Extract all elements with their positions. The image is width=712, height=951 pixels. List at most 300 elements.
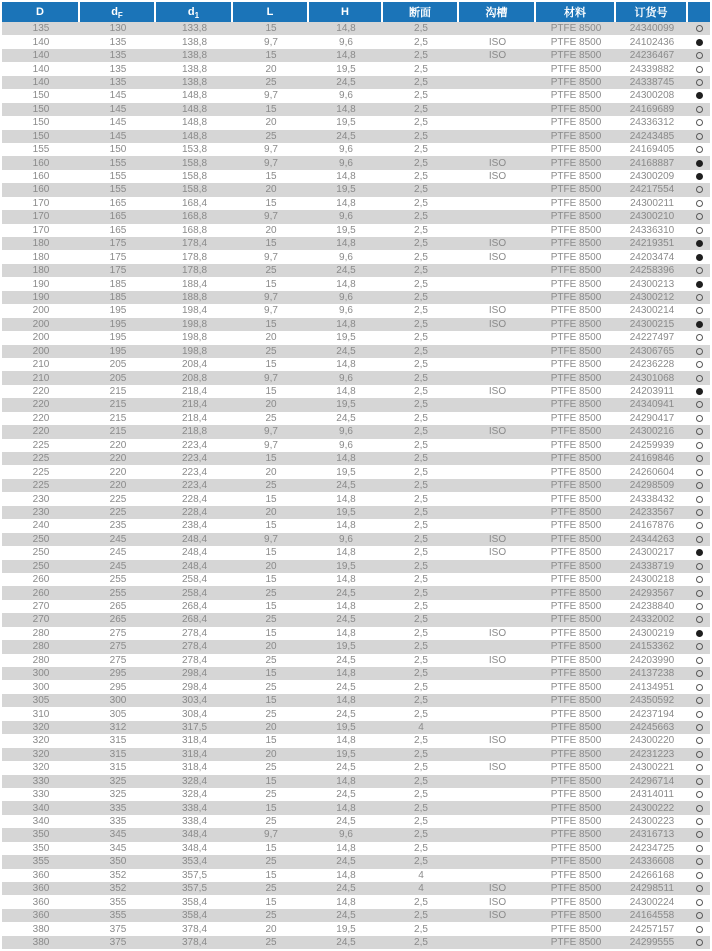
table-row bbox=[2, 748, 710, 761]
table-row bbox=[2, 358, 710, 371]
cell-H: 19,5 bbox=[336, 332, 356, 344]
cell-d1: 148,8 bbox=[181, 103, 208, 115]
cell-availability bbox=[688, 92, 710, 99]
cell-H: 9,6 bbox=[339, 211, 353, 223]
cell-order-number: 24299555 bbox=[629, 936, 675, 948]
cell-availability bbox=[688, 321, 710, 328]
cell-order-number: 24300220 bbox=[629, 735, 675, 747]
cell-H: 9,6 bbox=[339, 144, 353, 156]
column-header-availability bbox=[688, 2, 710, 22]
cell-availability bbox=[688, 885, 710, 892]
cell-L: 20 bbox=[265, 466, 277, 478]
cell-availability bbox=[688, 684, 710, 691]
cell-availability bbox=[688, 361, 710, 368]
open-dot-icon bbox=[696, 482, 703, 489]
cell-H: 14,8 bbox=[336, 668, 356, 680]
cell-order-number: 24257157 bbox=[629, 923, 675, 935]
cell-material: PTFE 8500 bbox=[550, 601, 602, 613]
cell-availability bbox=[688, 240, 710, 247]
cell-D: 200 bbox=[32, 345, 50, 357]
cell-D: 330 bbox=[32, 775, 50, 787]
cell-dF: 275 bbox=[109, 641, 127, 653]
cell-D: 150 bbox=[32, 103, 50, 115]
cell-d1: 153,8 bbox=[181, 144, 208, 156]
open-dot-icon bbox=[696, 536, 703, 543]
table-row bbox=[2, 170, 710, 183]
cell-material: PTFE 8500 bbox=[550, 627, 602, 639]
cell-availability bbox=[688, 334, 710, 341]
cell-dF: 185 bbox=[109, 291, 127, 303]
cell-material: PTFE 8500 bbox=[550, 90, 602, 102]
cell-L: 20 bbox=[265, 560, 277, 572]
cell-dF: 352 bbox=[109, 883, 127, 895]
cell-availability bbox=[688, 818, 710, 825]
open-dot-icon bbox=[696, 603, 703, 610]
cell-dF: 195 bbox=[109, 345, 127, 357]
cell-groove: ISO bbox=[488, 533, 507, 545]
cell-dF: 255 bbox=[109, 574, 127, 586]
cell-L: 9,7 bbox=[264, 439, 278, 451]
cell-material: PTFE 8500 bbox=[550, 856, 602, 868]
cell-availability bbox=[688, 697, 710, 704]
open-dot-icon bbox=[696, 106, 703, 113]
cell-d1: 258,4 bbox=[181, 574, 208, 586]
cell-H: 14,8 bbox=[336, 493, 356, 505]
cell-material: PTFE 8500 bbox=[550, 332, 602, 344]
open-dot-icon bbox=[696, 845, 703, 852]
table-row bbox=[2, 721, 710, 734]
cell-groove: ISO bbox=[488, 318, 507, 330]
cell-dF: 215 bbox=[109, 426, 127, 438]
cell-D: 250 bbox=[32, 547, 50, 559]
cell-dF: 150 bbox=[109, 144, 127, 156]
cell-D: 200 bbox=[32, 318, 50, 330]
table-row bbox=[2, 775, 710, 788]
cell-availability bbox=[688, 831, 710, 838]
cell-groove: ISO bbox=[488, 547, 507, 559]
cell-dF: 175 bbox=[109, 251, 127, 263]
cell-L: 25 bbox=[265, 789, 277, 801]
cell-cross-section: 2,5 bbox=[414, 23, 428, 35]
cell-dF: 155 bbox=[109, 184, 127, 196]
cell-L: 9,7 bbox=[264, 157, 278, 169]
cell-material: PTFE 8500 bbox=[550, 399, 602, 411]
cell-D: 180 bbox=[32, 251, 50, 263]
cell-material: PTFE 8500 bbox=[550, 695, 602, 707]
cell-d1: 218,4 bbox=[181, 412, 208, 424]
cell-dF: 175 bbox=[109, 238, 127, 250]
column-header-material: 材料 bbox=[536, 2, 616, 22]
cell-material: PTFE 8500 bbox=[550, 36, 602, 48]
cell-D: 240 bbox=[32, 520, 50, 532]
cell-cross-section: 2,5 bbox=[414, 923, 428, 935]
cell-dF: 375 bbox=[109, 923, 127, 935]
cell-D: 320 bbox=[32, 748, 50, 760]
cell-H: 9,6 bbox=[339, 829, 353, 841]
cell-dF: 255 bbox=[109, 587, 127, 599]
open-dot-icon bbox=[696, 858, 703, 865]
cell-d1: 148,8 bbox=[181, 90, 208, 102]
cell-L: 20 bbox=[265, 184, 277, 196]
cell-d1: 248,4 bbox=[181, 533, 208, 545]
cell-cross-section: 2,5 bbox=[414, 681, 428, 693]
cell-d1: 303,4 bbox=[181, 695, 208, 707]
cell-cross-section: 2,5 bbox=[414, 318, 428, 330]
filled-dot-icon bbox=[696, 630, 703, 637]
cell-order-number: 24336310 bbox=[629, 224, 675, 236]
cell-H: 14,8 bbox=[336, 547, 356, 559]
cell-D: 340 bbox=[32, 816, 50, 828]
cell-availability bbox=[688, 643, 710, 650]
cell-cross-section: 2,5 bbox=[414, 493, 428, 505]
cell-D: 360 bbox=[32, 883, 50, 895]
cell-d1: 358,4 bbox=[181, 896, 208, 908]
cell-L: 25 bbox=[265, 681, 277, 693]
cell-H: 14,8 bbox=[336, 695, 356, 707]
cell-d1: 158,8 bbox=[181, 184, 208, 196]
open-dot-icon bbox=[696, 724, 703, 731]
cell-groove: ISO bbox=[488, 36, 507, 48]
cell-d1: 138,8 bbox=[181, 36, 208, 48]
cell-L: 15 bbox=[265, 668, 277, 680]
cell-D: 260 bbox=[32, 574, 50, 586]
open-dot-icon bbox=[696, 442, 703, 449]
cell-d1: 268,4 bbox=[181, 614, 208, 626]
open-dot-icon bbox=[696, 119, 703, 126]
cell-dF: 220 bbox=[109, 466, 127, 478]
table-row bbox=[2, 412, 710, 425]
cell-dF: 215 bbox=[109, 386, 127, 398]
cell-dF: 312 bbox=[109, 721, 127, 733]
cell-order-number: 24203474 bbox=[629, 251, 675, 263]
table-row bbox=[2, 62, 710, 75]
cell-H: 14,8 bbox=[336, 869, 356, 881]
cell-availability bbox=[688, 254, 710, 261]
open-dot-icon bbox=[696, 912, 703, 919]
cell-cross-section: 2,5 bbox=[414, 533, 428, 545]
cell-material: PTFE 8500 bbox=[550, 171, 602, 183]
cell-order-number: 24300208 bbox=[629, 90, 675, 102]
cell-order-number: 24300219 bbox=[629, 627, 675, 639]
cell-H: 14,8 bbox=[336, 627, 356, 639]
cell-L: 20 bbox=[265, 506, 277, 518]
cell-L: 15 bbox=[265, 318, 277, 330]
cell-dF: 355 bbox=[109, 910, 127, 922]
cell-dF: 185 bbox=[109, 278, 127, 290]
cell-availability bbox=[688, 563, 710, 570]
cell-L: 15 bbox=[265, 547, 277, 559]
cell-H: 24,5 bbox=[336, 76, 356, 88]
cell-cross-section: 2,5 bbox=[414, 695, 428, 707]
open-dot-icon bbox=[696, 79, 703, 86]
cell-material: PTFE 8500 bbox=[550, 748, 602, 760]
cell-material: PTFE 8500 bbox=[550, 50, 602, 62]
cell-groove: ISO bbox=[488, 50, 507, 62]
cell-availability bbox=[688, 106, 710, 113]
cell-L: 15 bbox=[265, 601, 277, 613]
table-row bbox=[2, 130, 710, 143]
cell-d1: 228,4 bbox=[181, 506, 208, 518]
cell-cross-section: 2,5 bbox=[414, 614, 428, 626]
table-row bbox=[2, 707, 710, 720]
cell-availability bbox=[688, 926, 710, 933]
cell-availability bbox=[688, 294, 710, 301]
column-header-d1: d 1 bbox=[156, 2, 233, 22]
cell-material: PTFE 8500 bbox=[550, 708, 602, 720]
filled-dot-icon bbox=[696, 388, 703, 395]
cell-order-number: 24340099 bbox=[629, 23, 675, 35]
open-dot-icon bbox=[696, 697, 703, 704]
cell-d1: 378,4 bbox=[181, 936, 208, 948]
cell-L: 15 bbox=[265, 103, 277, 115]
cell-cross-section: 2,5 bbox=[414, 345, 428, 357]
cell-material: PTFE 8500 bbox=[550, 76, 602, 88]
cell-dF: 245 bbox=[109, 547, 127, 559]
open-dot-icon bbox=[696, 576, 703, 583]
cell-H: 14,8 bbox=[336, 453, 356, 465]
cell-dF: 205 bbox=[109, 359, 127, 371]
cell-H: 24,5 bbox=[336, 856, 356, 868]
cell-L: 25 bbox=[265, 816, 277, 828]
cell-material: PTFE 8500 bbox=[550, 506, 602, 518]
cell-material: PTFE 8500 bbox=[550, 721, 602, 733]
cell-order-number: 24338432 bbox=[629, 493, 675, 505]
cell-material: PTFE 8500 bbox=[550, 883, 602, 895]
cell-d1: 318,4 bbox=[181, 748, 208, 760]
table-row bbox=[2, 331, 710, 344]
cell-cross-section: 2,5 bbox=[414, 426, 428, 438]
cell-availability bbox=[688, 791, 710, 798]
cell-material: PTFE 8500 bbox=[550, 762, 602, 774]
open-dot-icon bbox=[696, 643, 703, 650]
cell-d1: 208,8 bbox=[181, 372, 208, 384]
cell-dF: 165 bbox=[109, 224, 127, 236]
cell-H: 14,8 bbox=[336, 103, 356, 115]
cell-D: 330 bbox=[32, 789, 50, 801]
open-dot-icon bbox=[696, 805, 703, 812]
cell-D: 225 bbox=[32, 480, 50, 492]
cell-order-number: 24102436 bbox=[629, 36, 675, 48]
cell-cross-section: 2,5 bbox=[414, 184, 428, 196]
cell-material: PTFE 8500 bbox=[550, 547, 602, 559]
cell-D: 135 bbox=[32, 23, 50, 35]
cell-dF: 265 bbox=[109, 601, 127, 613]
cell-H: 19,5 bbox=[336, 748, 356, 760]
cell-dF: 275 bbox=[109, 654, 127, 666]
cell-d1: 198,8 bbox=[181, 318, 208, 330]
table-row bbox=[2, 385, 710, 398]
cell-cross-section: 2,5 bbox=[414, 842, 428, 854]
open-dot-icon bbox=[696, 522, 703, 529]
cell-material: PTFE 8500 bbox=[550, 412, 602, 424]
cell-D: 360 bbox=[32, 896, 50, 908]
table-row bbox=[2, 654, 710, 667]
cell-L: 9,7 bbox=[264, 251, 278, 263]
cell-order-number: 24300224 bbox=[629, 896, 675, 908]
cell-L: 15 bbox=[265, 50, 277, 62]
cell-material: PTFE 8500 bbox=[550, 291, 602, 303]
cell-d1: 178,4 bbox=[181, 238, 208, 250]
cell-availability bbox=[688, 536, 710, 543]
cell-D: 180 bbox=[32, 238, 50, 250]
table-row bbox=[2, 640, 710, 653]
cell-H: 19,5 bbox=[336, 184, 356, 196]
cell-D: 250 bbox=[32, 533, 50, 545]
cell-H: 19,5 bbox=[336, 224, 356, 236]
cell-cross-section: 2,5 bbox=[414, 789, 428, 801]
cell-L: 9,7 bbox=[264, 36, 278, 48]
open-dot-icon bbox=[696, 509, 703, 516]
cell-D: 320 bbox=[32, 721, 50, 733]
cell-dF: 275 bbox=[109, 627, 127, 639]
cell-cross-section: 2,5 bbox=[414, 896, 428, 908]
cell-groove: ISO bbox=[488, 305, 507, 317]
open-dot-icon bbox=[696, 496, 703, 503]
cell-order-number: 24300218 bbox=[629, 574, 675, 586]
cell-d1: 278,4 bbox=[181, 641, 208, 653]
cell-d1: 328,4 bbox=[181, 775, 208, 787]
table-row bbox=[2, 842, 710, 855]
cell-L: 25 bbox=[265, 130, 277, 142]
cell-d1: 348,4 bbox=[181, 842, 208, 854]
cell-material: PTFE 8500 bbox=[550, 560, 602, 572]
cell-order-number: 24167876 bbox=[629, 520, 675, 532]
cell-material: PTFE 8500 bbox=[550, 103, 602, 115]
cell-availability bbox=[688, 630, 710, 637]
cell-order-number: 24300211 bbox=[630, 197, 674, 209]
cell-L: 9,7 bbox=[264, 291, 278, 303]
cell-order-number: 24300221 bbox=[629, 762, 675, 774]
table-row bbox=[2, 465, 710, 478]
cell-availability bbox=[688, 415, 710, 422]
cell-order-number: 24332002 bbox=[629, 614, 675, 626]
cell-D: 320 bbox=[32, 735, 50, 747]
cell-d1: 318,4 bbox=[181, 735, 208, 747]
cell-dF: 155 bbox=[109, 171, 127, 183]
cell-D: 180 bbox=[32, 265, 50, 277]
cell-H: 24,5 bbox=[336, 480, 356, 492]
cell-material: PTFE 8500 bbox=[550, 197, 602, 209]
cell-dF: 175 bbox=[109, 265, 127, 277]
cell-cross-section: 2,5 bbox=[414, 466, 428, 478]
cell-dF: 165 bbox=[109, 211, 127, 223]
cell-L: 25 bbox=[265, 883, 277, 895]
cell-L: 25 bbox=[265, 708, 277, 720]
cell-order-number: 24300210 bbox=[629, 211, 675, 223]
open-dot-icon bbox=[696, 146, 703, 153]
cell-d1: 138,8 bbox=[181, 50, 208, 62]
cell-order-number: 24300213 bbox=[629, 278, 675, 290]
cell-L: 9,7 bbox=[264, 305, 278, 317]
cell-order-number: 24260604 bbox=[629, 466, 675, 478]
table-row bbox=[2, 855, 710, 868]
table-row bbox=[2, 439, 710, 452]
cell-dF: 215 bbox=[109, 412, 127, 424]
cell-d1: 308,4 bbox=[181, 708, 208, 720]
cell-availability bbox=[688, 858, 710, 865]
cell-dF: 375 bbox=[109, 936, 127, 948]
open-dot-icon bbox=[696, 455, 703, 462]
cell-availability bbox=[688, 469, 710, 476]
cell-D: 160 bbox=[32, 157, 50, 169]
cell-cross-section: 2,5 bbox=[414, 278, 428, 290]
cell-cross-section: 2,5 bbox=[414, 601, 428, 613]
cell-availability bbox=[688, 603, 710, 610]
table-row bbox=[2, 89, 710, 102]
cell-L: 20 bbox=[265, 923, 277, 935]
cell-d1: 328,4 bbox=[181, 789, 208, 801]
cell-order-number: 24233567 bbox=[629, 506, 675, 518]
cell-availability bbox=[688, 173, 710, 180]
cell-material: PTFE 8500 bbox=[550, 910, 602, 922]
cell-dF: 145 bbox=[109, 117, 127, 129]
filled-dot-icon bbox=[696, 321, 703, 328]
cell-dF: 165 bbox=[109, 197, 127, 209]
cell-H: 9,6 bbox=[339, 36, 353, 48]
cell-D: 140 bbox=[32, 63, 50, 75]
cell-d1: 223,4 bbox=[181, 453, 208, 465]
cell-order-number: 24338745 bbox=[629, 76, 675, 88]
cell-H: 14,8 bbox=[336, 735, 356, 747]
open-dot-icon bbox=[696, 751, 703, 758]
cell-groove: ISO bbox=[488, 896, 507, 908]
cell-H: 24,5 bbox=[336, 816, 356, 828]
cell-order-number: 24300223 bbox=[629, 816, 675, 828]
cell-cross-section: 2,5 bbox=[414, 641, 428, 653]
cell-availability bbox=[688, 805, 710, 812]
cell-dF: 295 bbox=[109, 681, 127, 693]
cell-availability bbox=[688, 657, 710, 664]
table-row bbox=[2, 237, 710, 250]
cell-cross-section: 4 bbox=[418, 869, 424, 881]
cell-cross-section: 2,5 bbox=[414, 399, 428, 411]
cell-d1: 278,4 bbox=[181, 627, 208, 639]
cell-d1: 138,8 bbox=[181, 76, 208, 88]
cell-d1: 353,4 bbox=[181, 856, 208, 868]
cell-availability bbox=[688, 133, 710, 140]
cell-availability bbox=[688, 146, 710, 153]
cell-L: 25 bbox=[265, 856, 277, 868]
cell-H: 9,6 bbox=[339, 90, 353, 102]
cell-order-number: 24336312 bbox=[629, 117, 675, 129]
cell-material: PTFE 8500 bbox=[550, 359, 602, 371]
cell-d1: 338,4 bbox=[181, 802, 208, 814]
cell-material: PTFE 8500 bbox=[550, 426, 602, 438]
cell-material: PTFE 8500 bbox=[550, 157, 602, 169]
cell-order-number: 24169689 bbox=[629, 103, 675, 115]
cell-cross-section: 2,5 bbox=[414, 627, 428, 639]
cell-H: 24,5 bbox=[336, 587, 356, 599]
cell-D: 170 bbox=[32, 197, 50, 209]
cell-D: 160 bbox=[32, 184, 50, 196]
cell-availability bbox=[688, 737, 710, 744]
cell-material: PTFE 8500 bbox=[550, 251, 602, 263]
cell-H: 24,5 bbox=[336, 789, 356, 801]
cell-dF: 195 bbox=[109, 305, 127, 317]
cell-cross-section: 2,5 bbox=[414, 654, 428, 666]
open-dot-icon bbox=[696, 133, 703, 140]
cell-order-number: 24134951 bbox=[629, 681, 675, 693]
cell-D: 220 bbox=[32, 412, 50, 424]
cell-dF: 335 bbox=[109, 802, 127, 814]
cell-H: 14,8 bbox=[336, 574, 356, 586]
cell-L: 15 bbox=[265, 842, 277, 854]
cell-H: 24,5 bbox=[336, 654, 356, 666]
cell-availability bbox=[688, 52, 710, 59]
cell-order-number: 24258396 bbox=[629, 265, 675, 277]
table-row bbox=[2, 895, 710, 908]
cell-H: 9,6 bbox=[339, 305, 353, 317]
